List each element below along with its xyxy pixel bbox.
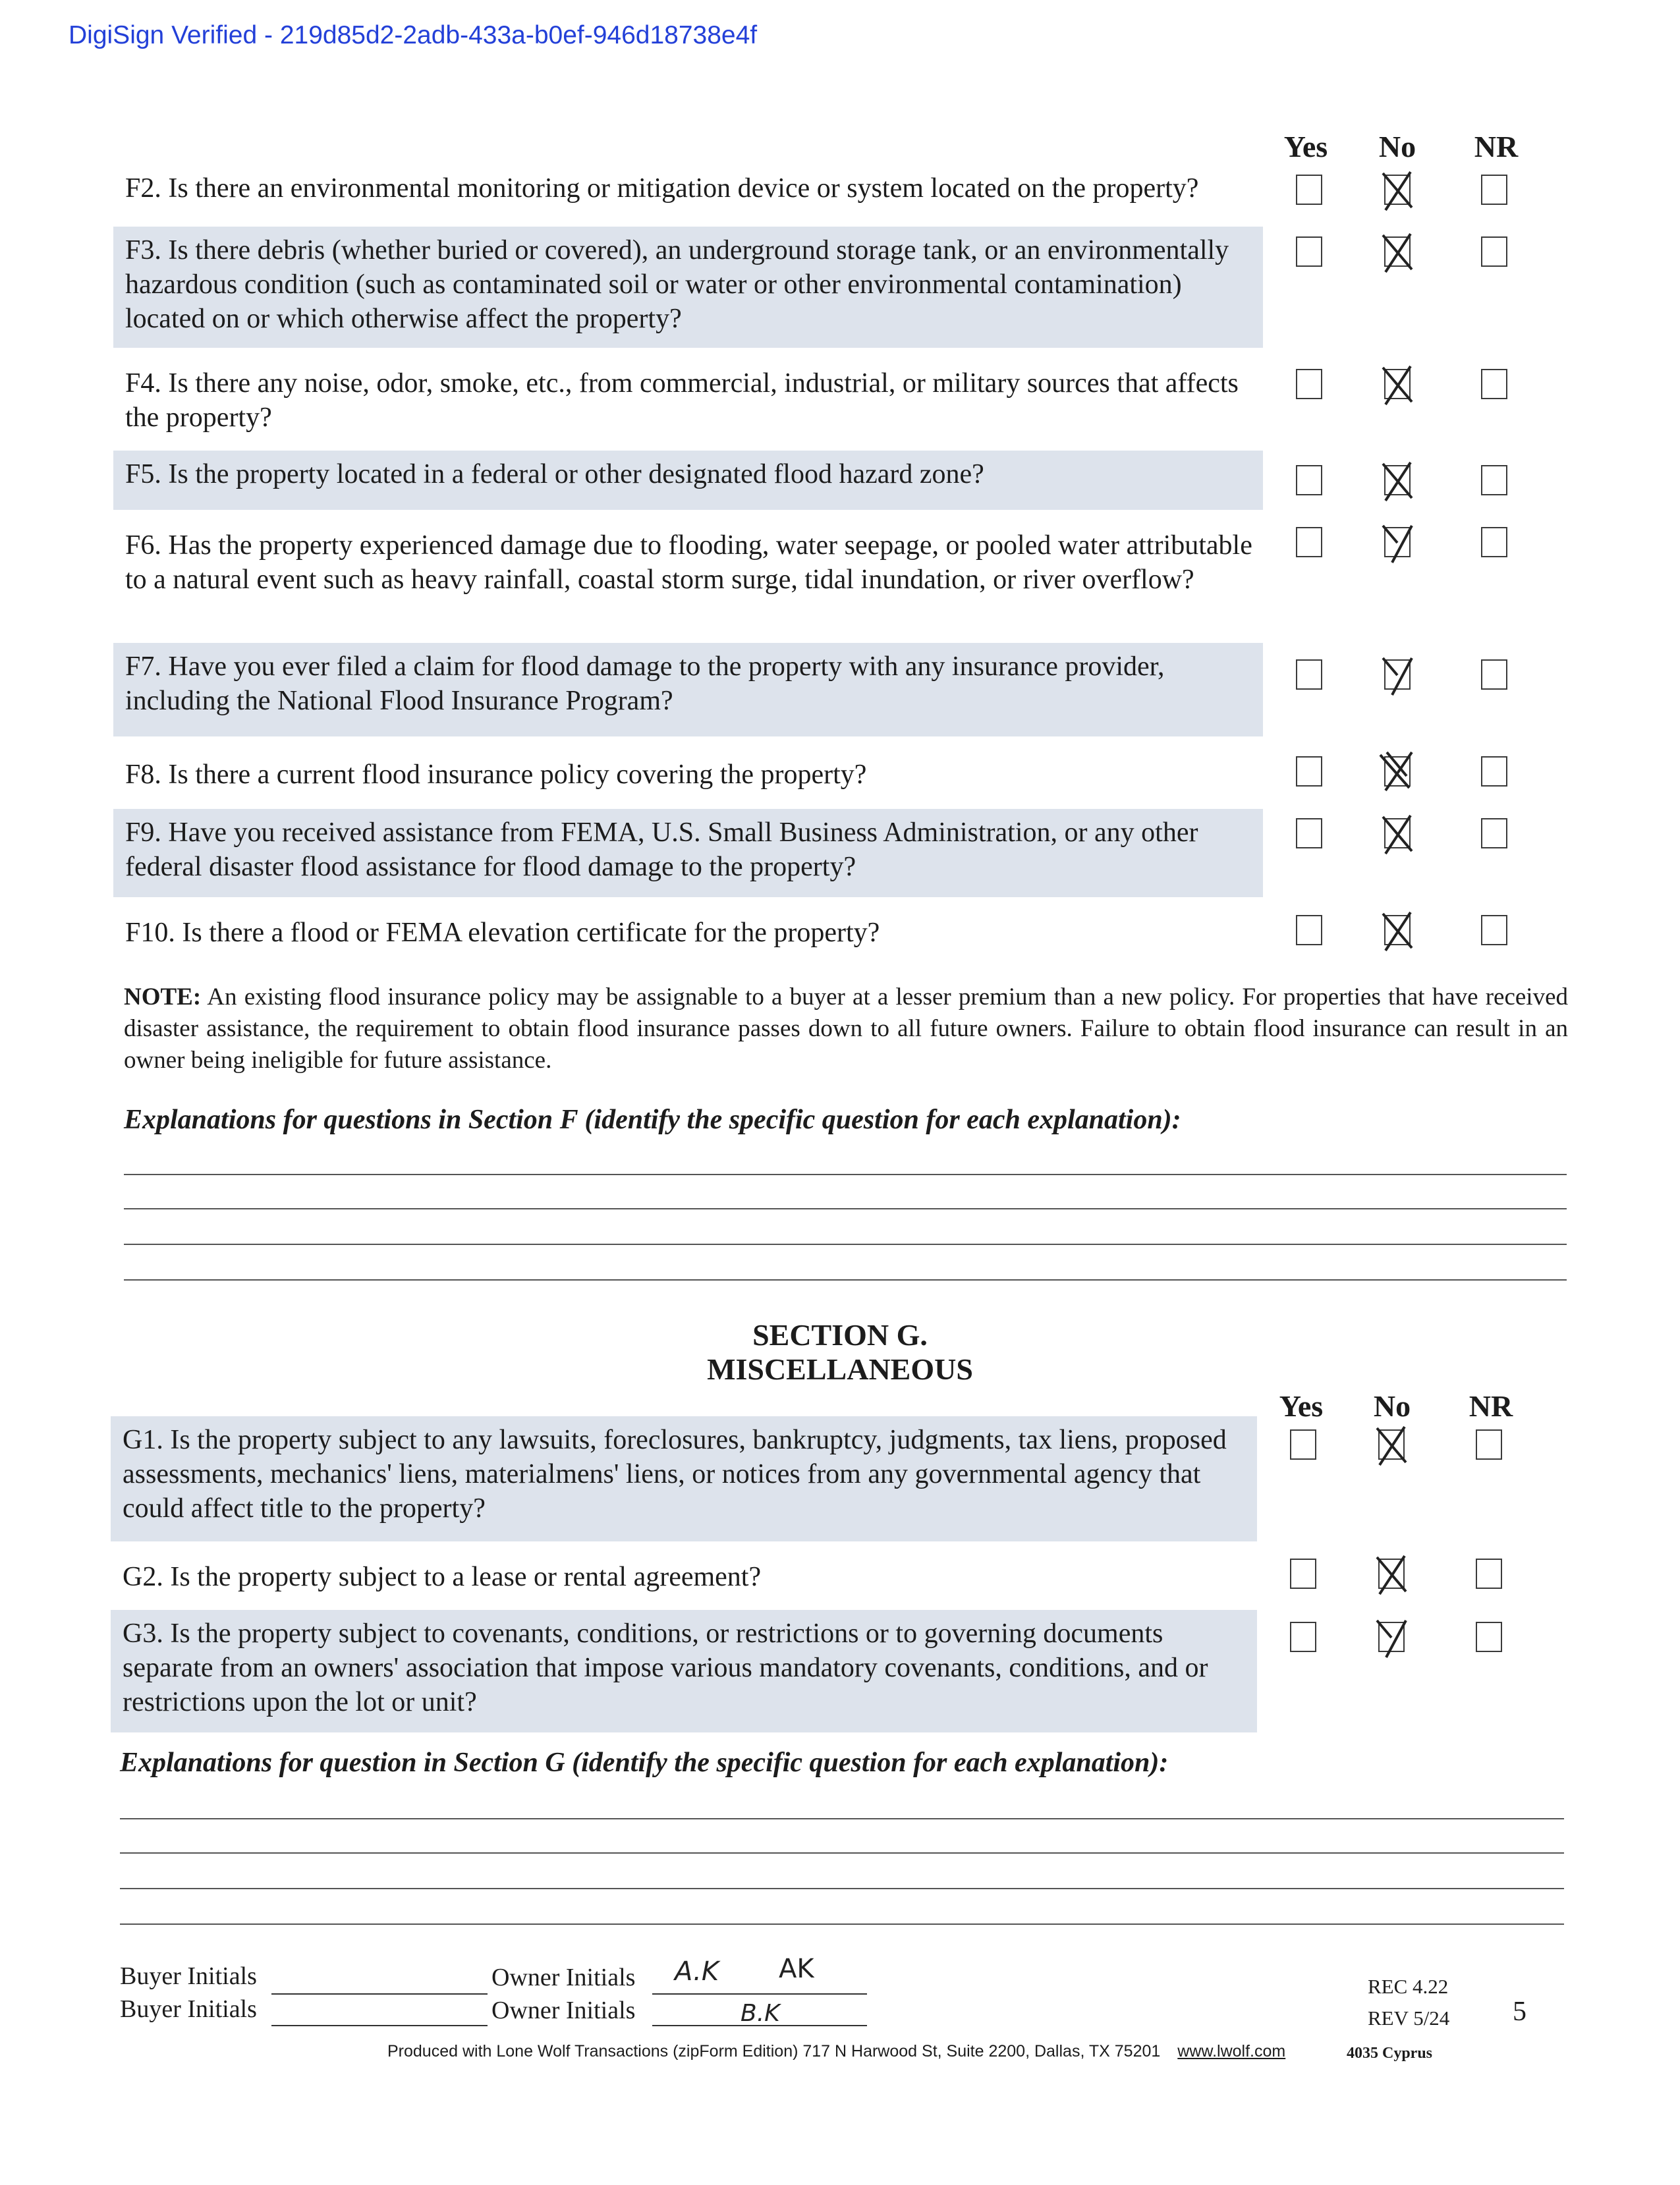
g3-nr-checkbox[interactable]: [1476, 1622, 1502, 1652]
f6-yes-checkbox[interactable]: [1296, 527, 1322, 557]
section-g-subtitle: MISCELLANEOUS: [707, 1352, 973, 1386]
question-f7: [113, 643, 1263, 736]
f3-yes-checkbox[interactable]: [1296, 236, 1322, 267]
f2-nr-checkbox[interactable]: [1481, 175, 1507, 205]
g2-yes-checkbox[interactable]: [1290, 1559, 1316, 1589]
section-g-explanation-line-1[interactable]: [120, 1818, 1564, 1819]
question-g3: [111, 1610, 1257, 1732]
checkmark-x-icon: [1379, 169, 1416, 211]
question-f4: [113, 360, 1263, 440]
f5-yes-checkbox[interactable]: [1296, 465, 1322, 495]
checkmark-x-icon: [1373, 1424, 1410, 1466]
question-g2: [111, 1553, 1257, 1599]
section-f-explanation-line-4[interactable]: [124, 1279, 1567, 1281]
f7-nr-checkbox[interactable]: [1481, 659, 1507, 690]
question-text: F3. Is there debris (whether buried or covered), an underground storage tank, or an environmentally hazardous condition (such as contaminated soil or water or other environmental contamination) located on or which otherwise affect the property?: [125, 235, 1229, 334]
checkmark-y-icon: [1379, 522, 1416, 564]
question-f10: [113, 909, 1263, 955]
lwolf-link[interactable]: www.lwolf.com: [1177, 2042, 1286, 2061]
owner-initials-handwritten-1: A.K: [675, 1956, 719, 1987]
owner-initials-handwritten-3: B.K: [741, 2000, 780, 2027]
owner-initials-handwritten-2: AK: [779, 1954, 814, 1984]
checkmark-y-icon: [1373, 1617, 1410, 1659]
f8-nr-checkbox[interactable]: [1481, 756, 1507, 787]
produced-text: Produced with Lone Wolf Transactions (zipForm Edition) 717 N Harwood St, Suite 2200, Dallas, TX 75201: [387, 2042, 1161, 2061]
checkmark-x-icon: [1379, 231, 1416, 273]
question-text: G3. Is the property subject to covenants, conditions, or restrictions or to governing documents separate from an owners' association that impose various mandatory covenants, conditions, and or restrictions upon the lot or unit?: [123, 1618, 1208, 1717]
f4-yes-checkbox[interactable]: [1296, 369, 1322, 399]
g3-yes-checkbox[interactable]: [1290, 1622, 1316, 1652]
section-g-explanation-line-2[interactable]: [120, 1852, 1564, 1854]
question-f8: [113, 751, 1263, 797]
page-number: 5: [1513, 1997, 1526, 2027]
f8-yes-checkbox[interactable]: [1296, 756, 1322, 787]
section-f-explanation-line-3[interactable]: [124, 1244, 1567, 1245]
question-f9: [113, 809, 1263, 897]
nr-column-header: NR: [1474, 130, 1519, 163]
question-text: F9. Have you received assistance from FEMA, U.S. Small Business Administration, or any other federal disaster flood assistance for flood damage to the property?: [125, 817, 1198, 882]
checkmark-x-icon: [1379, 910, 1416, 952]
owner-initials-label: Owner Initials: [491, 1997, 636, 2024]
checkmark-y-icon: [1379, 654, 1416, 696]
note-label: NOTE:: [124, 983, 202, 1010]
question-text: F5. Is the property located in a federal or other designated flood hazard zone?: [125, 459, 984, 489]
question-f6: [113, 522, 1263, 602]
owner-initials-field[interactable]: [652, 1993, 867, 1995]
f9-yes-checkbox[interactable]: [1296, 818, 1322, 848]
question-text: F10. Is there a flood or FEMA elevation certificate for the property?: [125, 918, 880, 948]
question-g1: [111, 1416, 1257, 1541]
buyer-initials-field[interactable]: [271, 2025, 488, 2026]
note-text: An existing flood insurance policy may be assignable to a buyer at a lesser premium than a new policy. For properties that have received disaster assistance, the requirement to obtain flood insurance passes down to all future owners. Failure to obtain flood insurance can result in an owner being ineligible for future assistance.: [124, 983, 1568, 1074]
f6-nr-checkbox[interactable]: [1481, 527, 1507, 557]
no-column-header: No: [1373, 1389, 1411, 1423]
question-f2: [113, 165, 1263, 211]
buyer-initials-field[interactable]: [271, 1993, 488, 1995]
checkmark-x-icon: [1379, 364, 1416, 406]
buyer-initials-label: Buyer Initials: [120, 1962, 257, 1990]
section-g-explanation-line-3[interactable]: [120, 1888, 1564, 1889]
question-text: F6. Has the property experienced damage due to flooding, water seepage, or pooled water attributable to a natural event such as heavy rainfall, coastal storm surge, tidal inundation, or river overflow?: [125, 530, 1252, 595]
flood-insurance-note: [124, 982, 1568, 1076]
checkmark-x-icon: [1373, 1553, 1410, 1595]
question-text: F2. Is there an environmental monitoring or mitigation device or system located on the property?: [125, 173, 1199, 204]
section-f-explanation-line-1[interactable]: [124, 1174, 1567, 1175]
section-f-explanation-line-2[interactable]: [124, 1208, 1567, 1209]
nr-column-header: NR: [1469, 1389, 1513, 1423]
g2-nr-checkbox[interactable]: [1476, 1559, 1502, 1589]
form-revision: REV 5/24: [1368, 2006, 1450, 2030]
produced-with-notice: [387, 2042, 1285, 2061]
question-text: F7. Have you ever filed a claim for flood damage to the property with any insurance provider, including the National Flood Insurance Program?: [125, 651, 1165, 716]
f3-nr-checkbox[interactable]: [1481, 236, 1507, 267]
digisign-verification: DigiSign Verified - 219d85d2-2adb-433a-b0ef-946d18738e4f: [69, 21, 758, 49]
form-rec-code: REC 4.22: [1368, 1975, 1449, 1998]
question-text: F4. Is there any noise, odor, smoke, etc., from commercial, industrial, or military sources that affects the property?: [125, 368, 1239, 433]
property-address: 4035 Cyprus: [1347, 2045, 1433, 2062]
checkmark-x-icon: [1379, 813, 1416, 855]
owner-initials-label: Owner Initials: [491, 1964, 636, 1991]
buyer-initials-label: Buyer Initials: [120, 1995, 257, 2023]
f2-yes-checkbox[interactable]: [1296, 175, 1322, 205]
section-g-explanations-label: Explanations for question in Section G (identify the specific question for each explanation):: [120, 1748, 1169, 1778]
f5-nr-checkbox[interactable]: [1481, 465, 1507, 495]
no-column-header: No: [1378, 130, 1416, 163]
section-g-explanation-line-4[interactable]: [120, 1923, 1564, 1925]
yes-column-header: Yes: [1283, 130, 1328, 163]
g1-nr-checkbox[interactable]: [1476, 1429, 1502, 1460]
question-text: G1. Is the property subject to any lawsuits, foreclosures, bankruptcy, judgments, tax liens, proposed assessments, mechanics' liens, materialmens' liens, or notices from any governmental agency that could affect title to the property?: [123, 1425, 1227, 1524]
yes-column-header: Yes: [1279, 1389, 1324, 1423]
f7-yes-checkbox[interactable]: [1296, 659, 1322, 690]
f4-nr-checkbox[interactable]: [1481, 369, 1507, 399]
question-text: G2. Is the property subject to a lease or rental agreement?: [123, 1562, 762, 1592]
g1-yes-checkbox[interactable]: [1290, 1429, 1316, 1460]
f10-nr-checkbox[interactable]: [1481, 915, 1507, 945]
checkmark-x-icon: [1378, 750, 1414, 792]
question-text: F8. Is there a current flood insurance policy covering the property?: [125, 760, 867, 790]
question-f3: [113, 227, 1263, 348]
f9-nr-checkbox[interactable]: [1481, 818, 1507, 848]
section-f-explanations-label: Explanations for questions in Section F (identify the specific question for each explanation):: [124, 1105, 1181, 1135]
section-g-title: SECTION G.: [752, 1318, 928, 1352]
question-f5: [113, 451, 1263, 510]
f10-yes-checkbox[interactable]: [1296, 915, 1322, 945]
checkmark-x-icon: [1379, 460, 1416, 502]
